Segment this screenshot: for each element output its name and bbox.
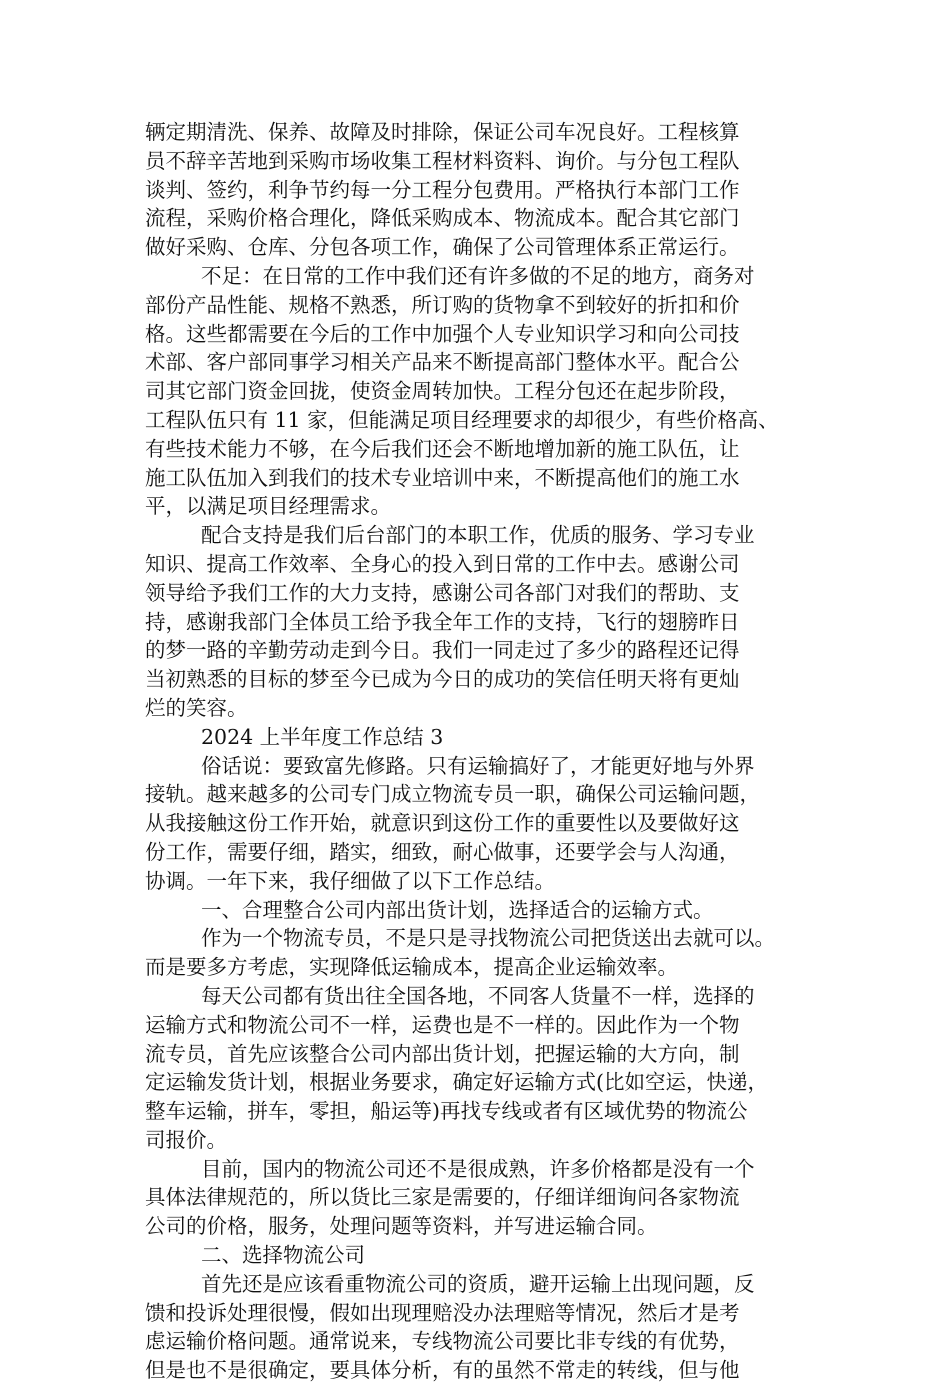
text-line: 整车运输，拼车，零担，船运等)再找专线或者有区域优势的物流公 — [145, 1099, 748, 1124]
paragraph-start-line: 2024 上半年度工作总结 3 — [201, 724, 444, 749]
paragraph-start-line: 一、合理整合公司内部出货计划，选择适合的运输方式。 — [201, 897, 714, 922]
text-line: 接轨。越来越多的公司专门成立物流专员一职，确保公司运输问题， — [145, 782, 760, 807]
paragraph-start-line: 每天公司都有货出往全国各地，不同客人货量不一样，选择的 — [201, 983, 755, 1008]
paragraph-start-line: 俗话说：要致富先修路。只有运输搞好了，才能更好地与外界 — [201, 753, 755, 778]
text-line: 份工作，需要仔细，踏实，细致，耐心做事，还要学会与人沟通， — [145, 839, 740, 864]
text-line: 做好采购、仓库、分包各项工作，确保了公司管理体系正常运行。 — [145, 235, 740, 260]
text-line: 工程队伍只有 11 家，但能满足项目经理要求的却很少，有些价格高、 — [145, 407, 779, 432]
text-line: 从我接触这份工作开始，就意识到这份工作的重要性以及要做好这 — [145, 811, 740, 836]
text-line: 持，感谢我部门全体员工给予我全年工作的支持，飞行的翅膀昨日 — [145, 609, 740, 634]
text-line: 平，以满足项目经理需求。 — [145, 494, 391, 519]
paragraph-start-line: 首先还是应该看重物流公司的资质，避开运输上出现问题，反 — [201, 1271, 755, 1296]
text-line: 但是也不是很确定，要具体分析，有的虽然不常走的转线，但与他 — [145, 1358, 740, 1383]
text-line: 而是要多方考虑，实现降低运输成本，提高企业运输效率。 — [145, 955, 678, 980]
text-line: 协调。一年下来，我仔细做了以下工作总结。 — [145, 868, 555, 893]
text-line: 烂的笑容。 — [145, 695, 248, 720]
text-line: 部份产品性能、规格不熟悉，所订购的货物拿不到较好的折扣和价 — [145, 292, 740, 317]
text-line: 虑运输价格问题。通常说来，专线物流公司要比非专线的有优势， — [145, 1329, 740, 1354]
text-line: 具体法律规范的，所以货比三家是需要的，仔细详细询问各家物流 — [145, 1185, 740, 1210]
text-line: 流程，采购价格合理化，降低采购成本、物流成本。配合其它部门 — [145, 206, 740, 231]
text-line: 定运输发货计划，根据业务要求，确定好运输方式(比如空运，快递， — [145, 1070, 768, 1095]
text-line: 的梦一路的辛勤劳动走到今日。我们一同走过了多少的路程还记得 — [145, 638, 740, 663]
text-line: 司报价。 — [145, 1127, 227, 1152]
text-line: 当初熟悉的目标的梦至今已成为今日的成功的笑信任明天将有更灿 — [145, 667, 740, 692]
text-line: 术部、客户部同事学习相关产品来不断提高部门整体水平。配合公 — [145, 350, 740, 375]
text-line: 流专员，首先应该整合公司内部出货计划，把握运输的大方向，制 — [145, 1041, 740, 1066]
paragraph-start-line: 不足：在日常的工作中我们还有许多做的不足的地方，商务对 — [201, 263, 755, 288]
document-page — [145, 118, 810, 1385]
paragraph-start-line: 二、选择物流公司 — [201, 1243, 365, 1268]
text-line: 谈判、签约，利争节约每一分工程分包费用。严格执行本部门工作 — [145, 177, 740, 202]
text-line: 辆定期清洗、保养、故障及时排除，保证公司车况良好。工程核算 — [145, 120, 740, 144]
text-line: 员不辞辛苦地到采购市场收集工程材料资料、询价。与分包工程队 — [145, 148, 740, 173]
text-line: 领导给予我们工作的大力支持，感谢公司各部门对我们的帮助、支 — [145, 580, 740, 605]
text-line: 馈和投诉处理很慢，假如出现理赔没办法理赔等情况，然后才是考 — [145, 1300, 740, 1325]
text-line: 公司的价格，服务，处理问题等资料，并写进运输合同。 — [145, 1214, 658, 1239]
text-line: 有些技术能力不够，在今后我们还会不断地增加新的施工队伍，让 — [145, 436, 740, 461]
text-line: 施工队伍加入到我们的技术专业培训中来，不断提高他们的施工水 — [145, 465, 740, 490]
text-line: 运输方式和物流公司不一样，运费也是不一样的。因此作为一个物 — [145, 1012, 740, 1037]
paragraph-start-line: 配合支持是我们后台部门的本职工作，优质的服务、学习专业 — [201, 523, 755, 548]
paragraph-start-line: 作为一个物流专员，不是只是寻找物流公司把货送出去就可以。 — [201, 926, 775, 951]
paragraph-start-line: 目前，国内的物流公司还不是很成熟，许多价格都是没有一个 — [201, 1156, 755, 1181]
text-line: 格。这些都需要在今后的工作中加强个人专业知识学习和向公司技 — [145, 321, 740, 346]
text-line: 知识、提高工作效率、全身心的投入到日常的工作中去。感谢公司 — [145, 551, 740, 576]
text-line: 司其它部门资金回拢，使资金周转加快。工程分包还在起步阶段， — [145, 379, 740, 404]
